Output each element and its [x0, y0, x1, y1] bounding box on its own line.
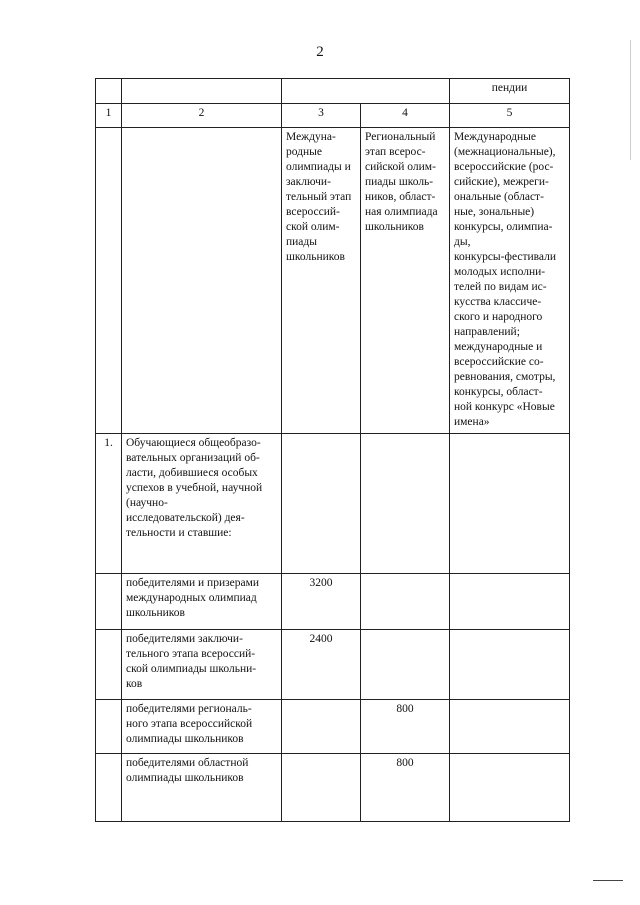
- row-amount-col4: [361, 630, 450, 700]
- row-amount-col4: 800: [361, 700, 450, 754]
- row-empty-num: [96, 700, 122, 754]
- row-description: победителями областной олимпиады школьников: [122, 754, 282, 822]
- row-description: победителями региональ- ного этапа всероссийской олимпиады школьников: [122, 700, 282, 754]
- column-number-3: 3: [282, 104, 361, 128]
- top-cell-1: [96, 79, 122, 104]
- table-row: [96, 630, 570, 700]
- table-top-partial-row: [96, 79, 570, 104]
- section-description: Обучающиеся общеобразо- вательных организаций об- ласти, добившиеся особых успехов в учебной, научной (научно- исследовательской) дея- тельности и ставшие:: [122, 434, 282, 574]
- header-contests-competitions: Международные (межнациональные), всероссийские (рос- сийские), межреги- ональные (област- ные, зональные) конкурсы, олимпиа- ды, конкурсы-фестивали молодых исполни- телей по видам ис- кусства классиче- ского и народного направлений; международные и всероссийские со- ревнования, смотры, конкурсы, област- ной конкурс «Новые имена»: [450, 128, 570, 434]
- section-row: [96, 434, 570, 574]
- column-number-1: 1: [96, 104, 122, 128]
- row-empty-num: [96, 754, 122, 822]
- table-row: [96, 574, 570, 630]
- page-number: 2: [316, 44, 324, 60]
- margin-mark: [630, 40, 631, 160]
- row-amount-col5: [450, 754, 570, 822]
- payments-table: [95, 78, 570, 822]
- row-amount-col3: [282, 754, 361, 822]
- row-description: победителями заключи- тельного этапа всероссий- ской олимпиады школьни- ков: [122, 630, 282, 700]
- row-amount-col3: [282, 700, 361, 754]
- row-description: победителями и призерами международных олимпиад школьников: [122, 574, 282, 630]
- column-header-row: [96, 128, 570, 434]
- column-number-row: [96, 104, 570, 128]
- top-cell-5: пендии: [450, 79, 570, 104]
- column-number-2: 2: [122, 104, 282, 128]
- column-number-4: 4: [361, 104, 450, 128]
- header-cell-1: [96, 128, 122, 434]
- header-international-olympiads: Междуна- родные олимпиады и заключи- тельный этап всероссий- ской олим- пиады школьников: [282, 128, 361, 434]
- row-amount-col3: 3200: [282, 574, 361, 630]
- table-row: [96, 700, 570, 754]
- column-number-5: 5: [450, 104, 570, 128]
- table-row: [96, 754, 570, 822]
- row-amount-col5: [450, 700, 570, 754]
- row-amount-col5: [450, 630, 570, 700]
- header-regional-olympiads: Региональный этап всерос- сийской олим- пиады школь- ников, област- ная олимпиада школьников: [361, 128, 450, 434]
- header-cell-2: [122, 128, 282, 434]
- top-cell-34: [282, 79, 450, 104]
- section-cell-3: [282, 434, 361, 574]
- row-amount-col4: [361, 574, 450, 630]
- section-cell-5: [450, 434, 570, 574]
- row-empty-num: [96, 574, 122, 630]
- section-number: 1.: [96, 434, 122, 574]
- row-amount-col3: 2400: [282, 630, 361, 700]
- top-cell-2: [122, 79, 282, 104]
- section-cell-4: [361, 434, 450, 574]
- row-amount-col5: [450, 574, 570, 630]
- row-amount-col4: 800: [361, 754, 450, 822]
- row-empty-num: [96, 630, 122, 700]
- scan-edge-mark: [593, 880, 623, 881]
